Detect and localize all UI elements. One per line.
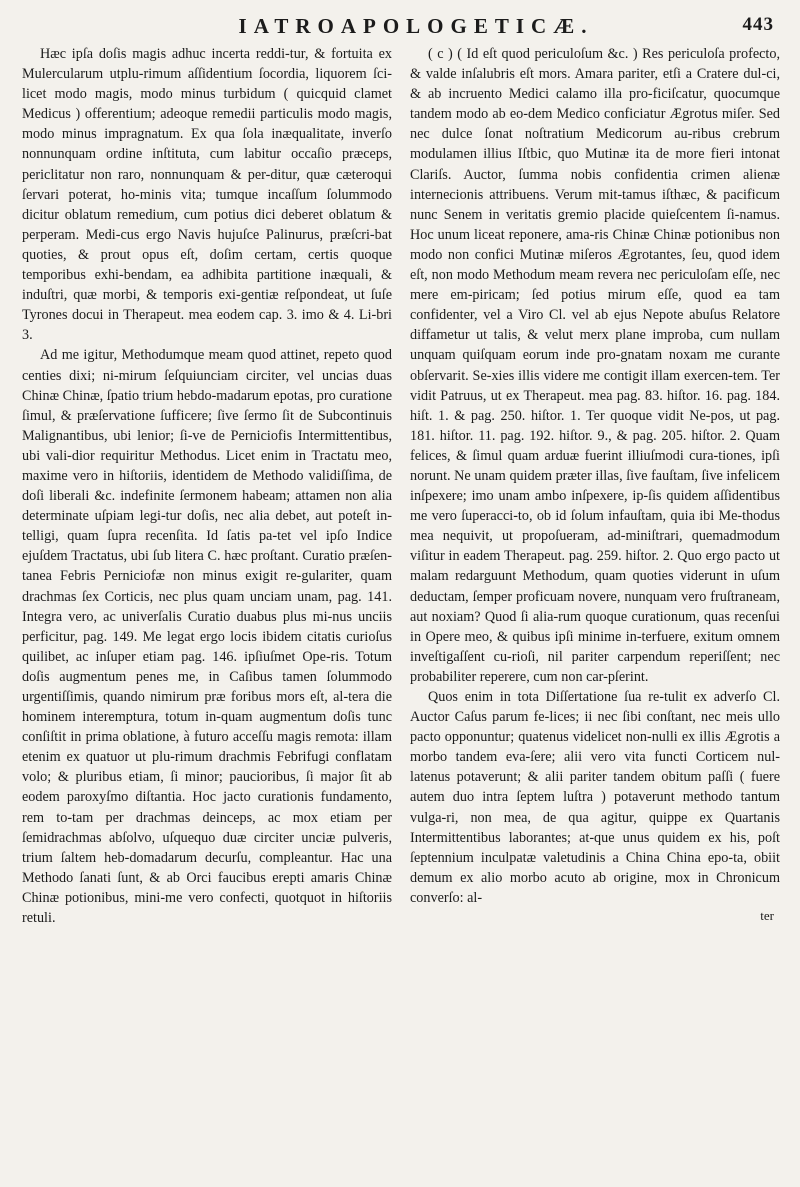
left-paragraph-1: Hæc ipſa doſis magis adhuc incerta reddi-tur, & fortuita ex Mulercularum utplu-rimum aſſidentium ſocordia, liquorem ſci-licet modo magis, modo minus turbidum ( quicquid clamet Medicus ) offerentium; adeoque remedii particulis modo magis, modo minus impragnatum. Ex qua ſola inæqualitate, inverſo nonnunquam ordine inſtituta, cum labitur occaſio præceps, periclitatur non raro, nonnunquam & per-ditur, quæ cæteroqui ſervari poterat, ho-minis vita; tumque incaſſum ſolummodo dicitur oblatum remedium, cum potius dici deberet oblatum & perperam. Medi-cus ergo Navis hujuſce Palinurus, præſcri-bat quoties, & prout opus eſt, doſim certam, certis quoque temporibus exhi-bendam, ea adhibita partitione inæquali, & induſtri, quæ morbi, & temporis exi-gentiæ reſpondeat, ut ſuſe Tyrones docui in Therapeut. mea eodem cap. 3. imo & 4. Li-bri 3. (22, 46, 392, 344)
catchword: ter (760, 908, 774, 924)
running-head (22, 14, 780, 42)
left-paragraph-2: Ad me igitur, Methodumque meam quod attinet, repeto quod centies dixi; ni-mirum ſeſquiunciam circiter, vel uncias duas Chinæ Chinæ, ſpatio trium hebdo-madarum epotas, pro curatione ſimul, & præſervatione ſufficere; ſive ſermo ſit de Subcontinuis Malignantibus, ubi lenior; ſi-ve de Perniciofis Intermittentibus, ubi vali-dior requiritur Methodus. Licet enim in Tractatu meo, maxime vero in hiſtoriis, identidem de Methodo validiſſima, de doſi liberali &c. indefinite ſermonem habeam; attamen non alia determinate uſpiam legi-tur doſis, nec alia debet, aut poteſt in-telligi, quam ſupra recenſita. Id ſatis pa-tet vel ipſo Indice ejuſdem Tractatus, ubi ſub litera C. hæc proſtant. Curatio præſen-tanea Febris Perniciofæ non minus exigit re-gulariter, quam drachmas ſex Corticis, nec plus quam unciam unam, pag. 141. Integra vero, ac univerſalis Curatio duabus plus mi-nus unciis perficitur, pag. 149. Me legat ergo locis ibidem citatis curioſus quilibet, ac inſuper etiam pag. 146. ipſiuſmet Ope-ris. Totum doſis augmentum penes me, in Caſibus tamen ſolummodo urgentiſſimis, quando nimirum præ foribus mors eſt, al-tera die hominem interemptura, totum in-quam augmentum doſis tunc conſiſtit in prima oblatione, à futuro acceſſu magis remota: illam etenim ex quatuor ut plu-rimum drachmis Febrifugi conflatam volo; & pluribus etiam, ſi minor; paucioribus, ſi major ſit ab eodem paroxyſmo diſtantia. Hoc jacto curationis fundamento, rem to-tam per drachmas deinceps, ac mox etiam per ſemidrachmas abſolvo, uſquequo duæ circiter unciæ pulveris, trium ſaltem heb-domadarum decurſu, compleantur. Hac una Methodo ſanati ſunt, & ab Orci faucibus erepti amaris Chinæ Chinæ potionibus, mini-me vero confecti, quotquot in hiſtoriis retuli. (22, 347, 392, 927)
right-paragraph-1: ( c ) ( Id eſt quod periculoſum &c. ) Res periculoſa profecto, & valde inſalubris eſt mors. Amara pariter, etſi a Cratere dul-ci, & ab incruento Medici calamo illa pro-ficiſcatur, quocumque tandem modo ab eo-dem Medico conficiatur Ægrotus miſer. Sed nec dulce ſonat noſtratium Medicorum au-ribus crebrum modulamen illius Iſtbic, quo Mutinæ ita de more fieri intonat Clariſs. Auctor, ſumma nobis confidentia crimen alienæ internecionis attribuens. Verum mit-tamus iſthæc, & pacificum nunc Senem in veritatis gremio placide quieſcentem ſi-namus. Hoc unum liceat reponere, ama-ris Chinæ Chinæ potionibus non modo non confici Mutinæ miſeros Ægrotantes, ſeu, quod idem eſt, non modo Methodum meam revera nec periculoſam eſſe, nec mere em-piricam; ſed potius mirum eſſe, quod ea tam confidenter, vel a Viro Cl. vel ab ejus Nepote abuſus Relatore diffametur ut talis, & velut merx plane improba, cum nullam unquam quiſquam eorum inde pro-gnatam noxam me curante obſervarit. Se-xies illis videre me contigit illam exercen-tem. Ter vidit Patruus, ut ex Therapeut. mea pag. 83. hiſtor. 16. pag. 184. hiſt. 1. & pag. 250. hiſtor. 1. Ter quoque vidit Ne-pos, ut pag. 181. hiſtor. 11. pag. 192. hiſtor. 9., & pag. 205. hiſtor. 2. Quam felices, & ſimul quam arduæ fuerint illiuſmodi cura-tiones, ipſi norunt. Ne unam quidem præter illas, ſive fauſtam, ſive infelicem inſpexere; imo unam ambo inſpexere, ip-ſis quidem aſſidentibus me vero ſuperacci-to, ob id ſolum infauſtam, quia ibi Me-thodus mea nequivit, ut propoſueram, ad-miniſtrari, quemadmodum viſitur in eadem Therapeut. pag. 259. hiſtor. 2. Quo ergo pacto ut malam redarguunt Methodum, quam quoties viderunt in uſum deductam, ſemper proficuam novere, nunquam vero fruſtraneam, aut noxiam? Quod ſi alia-rum quoque curationum, quas recenſui in Opere meo, & quibus ipſi minime in-terfuere, exitum omnem inveſtigaſſent cu-rioſi, nil pariter carpendum reperiſſent; nec probabiliter reperere, cum non car-pſerint. (410, 46, 780, 685)
running-head-title: IATROAPOLOGETICÆ. (238, 14, 594, 38)
right-column (410, 44, 780, 928)
page-number: 443 (742, 14, 774, 35)
text-columns (22, 44, 780, 928)
left-column (22, 44, 392, 928)
right-paragraph-2: Quos enim in tota Diſſertatione ſua re-tulit ex adverſo Cl. Auctor Caſus parum fe-lices; ii nec ſibi conſtant, nec meis ullo pacto opponuntur; quatenus videlicet non-nulli ex illis Ægrotis a morbo tandem eva-ſere; alii vero vita functi Corticem nul-latenus potaverunt; & alii pariter tandem obitum paſſi ( fuere autem duo intra ſeptem luſtra ) potaverunt methodo tantum vulga-ri, non mea, de qua agitur, quippe ex Quartanis Intermittentibus laborantes; at-que unus quidem ex his, poſt ſeptennium inculpatæ valetudinis a China China epo-ta, obiit demum ex alio morbo acuto ab origine, mox in Chronicum converſo: al- (410, 689, 780, 906)
